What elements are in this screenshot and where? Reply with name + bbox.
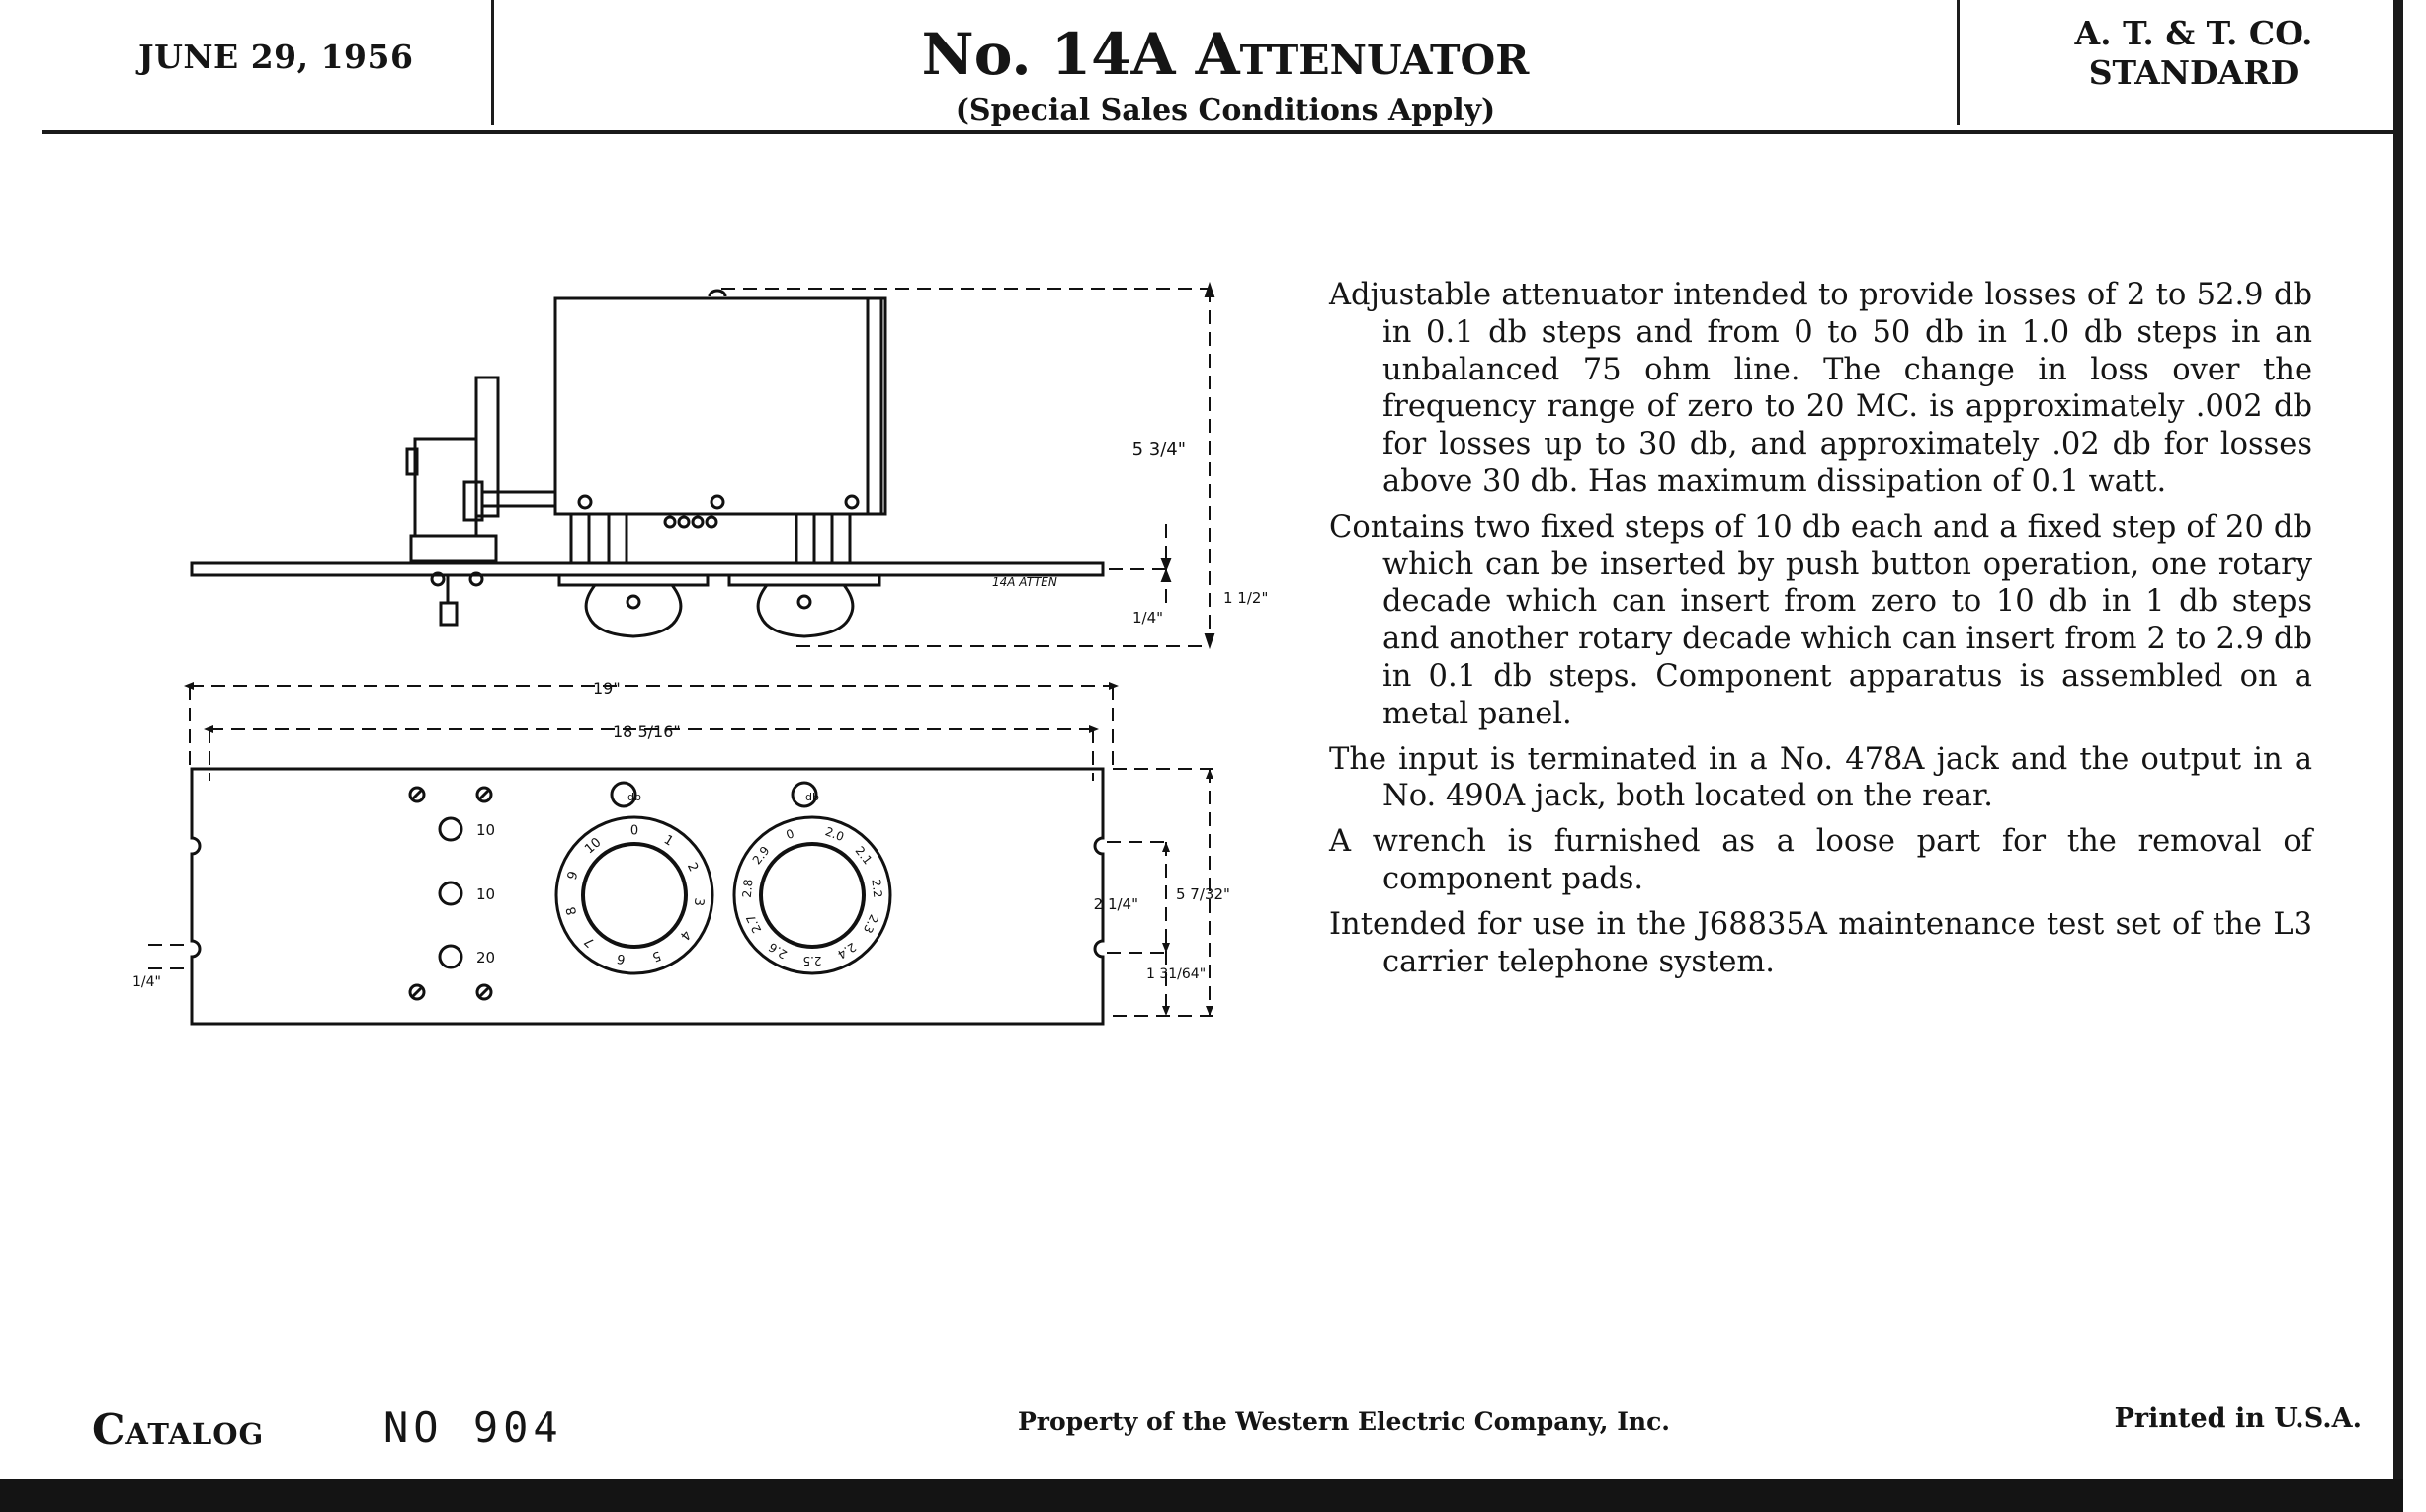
front-panel <box>192 769 1103 1024</box>
side-screw <box>711 496 723 508</box>
housing-top-screw <box>710 291 725 296</box>
page-title <box>494 20 1957 89</box>
button-link <box>482 492 555 506</box>
dim-slot-width: 1/4" <box>132 974 161 990</box>
housing-box <box>555 298 881 514</box>
header-divider-right <box>1957 0 1960 125</box>
dial-scale-label: 2.7 <box>743 912 765 936</box>
standard-block <box>1962 14 2426 93</box>
catalog-number: NO 904 <box>383 1403 563 1452</box>
dim-knob-projection: 1 1/2" <box>1223 589 1269 607</box>
button-switch-tab <box>407 449 417 474</box>
standard-line-1: A. T. & T. CO. <box>2074 14 2313 52</box>
scan-right-edge <box>2393 0 2403 1479</box>
jack-pin <box>665 517 675 527</box>
dial-scale-label: 8 <box>563 904 581 917</box>
push-button <box>440 946 461 967</box>
dial-scale-label: 4 <box>676 927 694 943</box>
dim-slot-to-bottom: 1 31/64" <box>1146 966 1207 982</box>
title-model: 14A <box>1050 21 1176 88</box>
dim-slot-spacing: 2 1/4" <box>1093 895 1138 913</box>
standard-line-2: STANDARD <box>2088 53 2300 92</box>
side-view-arrows <box>1162 285 1213 646</box>
dial-scale-label: 2.1 <box>852 843 876 868</box>
header-rule <box>42 130 2398 134</box>
description-paragraph: The input is terminated in a No. 478A jack and the output in a No. 490A jack, both located on the rear. <box>1329 741 2312 814</box>
page-left-margin <box>0 0 30 1479</box>
dial-right-face <box>734 817 890 973</box>
page-subtitle: (Special Sales Conditions Apply) <box>955 93 1496 127</box>
dial-scale-label: 2.2 <box>869 878 885 899</box>
dial-scale-label: 6 <box>615 950 627 966</box>
property-notice: Property of the Western Electric Company, Inc. <box>1017 1407 1670 1436</box>
dial-left-face <box>556 817 712 973</box>
knob-left-side <box>586 585 681 636</box>
dial-scale-label: 9 <box>564 869 582 882</box>
dial-left-db-label: db <box>627 791 641 803</box>
scan-bottom-edge <box>0 1479 2403 1512</box>
description-paragraph: Adjustable attenuator intended to provide losses of 2 to 52.9 db in 0.1 db steps and from 0 to 50 db in 1.0 db steps in an unbalanced 75 ohm line. The change in loss over the frequency range of zero to 20 MC. is approximately .002 db for losses up to 30 db, and approximately .02 db for losses above 30 db. Has maximum dissipation of 0.1 watt. <box>1329 278 2312 499</box>
button-lever <box>464 482 482 520</box>
push-button <box>440 882 461 904</box>
dial-scale-label: 7 <box>581 933 599 951</box>
front-view <box>192 769 1103 1024</box>
dial-scale-label: 0 <box>784 826 796 843</box>
button-label: 10 <box>476 885 496 903</box>
dial-scale-label: 1 <box>660 832 676 850</box>
front-view-dimensions <box>148 686 1215 1016</box>
dial-scale-label: 10 <box>582 835 605 858</box>
dial-left-knob <box>583 844 686 947</box>
side-screw <box>579 496 591 508</box>
title-word: Attenuator <box>1195 21 1530 88</box>
dial-scale-label: 5 <box>649 947 663 965</box>
dial-scale-label: 2 <box>683 860 701 875</box>
description-paragraph: Intended for use in the J68835A maintenance test set of the L3 carrier telephone system. <box>1329 906 2312 979</box>
jack-pin <box>679 517 689 527</box>
dial-right-knob <box>761 844 864 947</box>
front-panel-side <box>192 563 1103 575</box>
knob-right-side <box>758 585 853 636</box>
dim-side-height: 5 3/4" <box>1131 439 1186 460</box>
jack-pin <box>693 517 703 527</box>
header-date: JUNE 29, 1956 <box>138 38 414 76</box>
dial-scale-label: 2.3 <box>860 912 881 936</box>
side-view-dimensions <box>721 289 1210 646</box>
panel-marking: 14A ATTEN <box>992 575 1057 589</box>
description-paragraph: A wrench is furnished as a loose part for the removal of component pads. <box>1329 824 2312 896</box>
button-stem <box>441 603 457 625</box>
dim-panel-height: 5 7/32" <box>1176 885 1230 903</box>
dim-panel-thickness: 1/4" <box>1132 609 1164 627</box>
dial-scale-label: 2.4 <box>835 939 859 962</box>
description <box>1329 277 2312 988</box>
dim-overall-width: 19" <box>593 679 621 698</box>
jack-pin <box>707 517 716 527</box>
dial-scale-label: 2.9 <box>749 843 773 868</box>
button-base <box>411 536 496 561</box>
dial-scale-label: 2.0 <box>823 824 846 845</box>
button-bracket <box>476 378 498 516</box>
dial-scale-label: 0 <box>629 823 639 839</box>
dim-mounting-width: 18 5/16" <box>613 722 681 741</box>
dial-scale-label: 2.8 <box>739 878 756 899</box>
dial-scale-label: 3 <box>690 896 707 907</box>
title-prefix: No. <box>921 21 1032 88</box>
description-paragraph: Contains two fixed steps of 10 db each and a fixed step of 20 db which can be inserted by push button operation, one rotary decade which can insert from zero to 10 db in 1 db steps and another rotary decade which can insert from 2 to 2.9 db in 0.1 db steps. Component apparatus is assembled on a metal panel. <box>1329 509 2312 731</box>
button-label: 10 <box>476 821 496 839</box>
dial-right-db-label: db <box>805 791 819 803</box>
printed-notice: Printed in U.S.A. <box>2114 1403 2362 1434</box>
dial-scale-label: 2.6 <box>766 939 790 962</box>
catalog-label: Catalog <box>92 1405 265 1454</box>
side-view <box>192 291 1103 636</box>
side-screw <box>846 496 858 508</box>
dial-scale-label: 2.5 <box>802 953 822 967</box>
button-label: 20 <box>476 949 496 966</box>
technical-drawing <box>128 267 1269 1038</box>
push-button <box>440 818 461 840</box>
